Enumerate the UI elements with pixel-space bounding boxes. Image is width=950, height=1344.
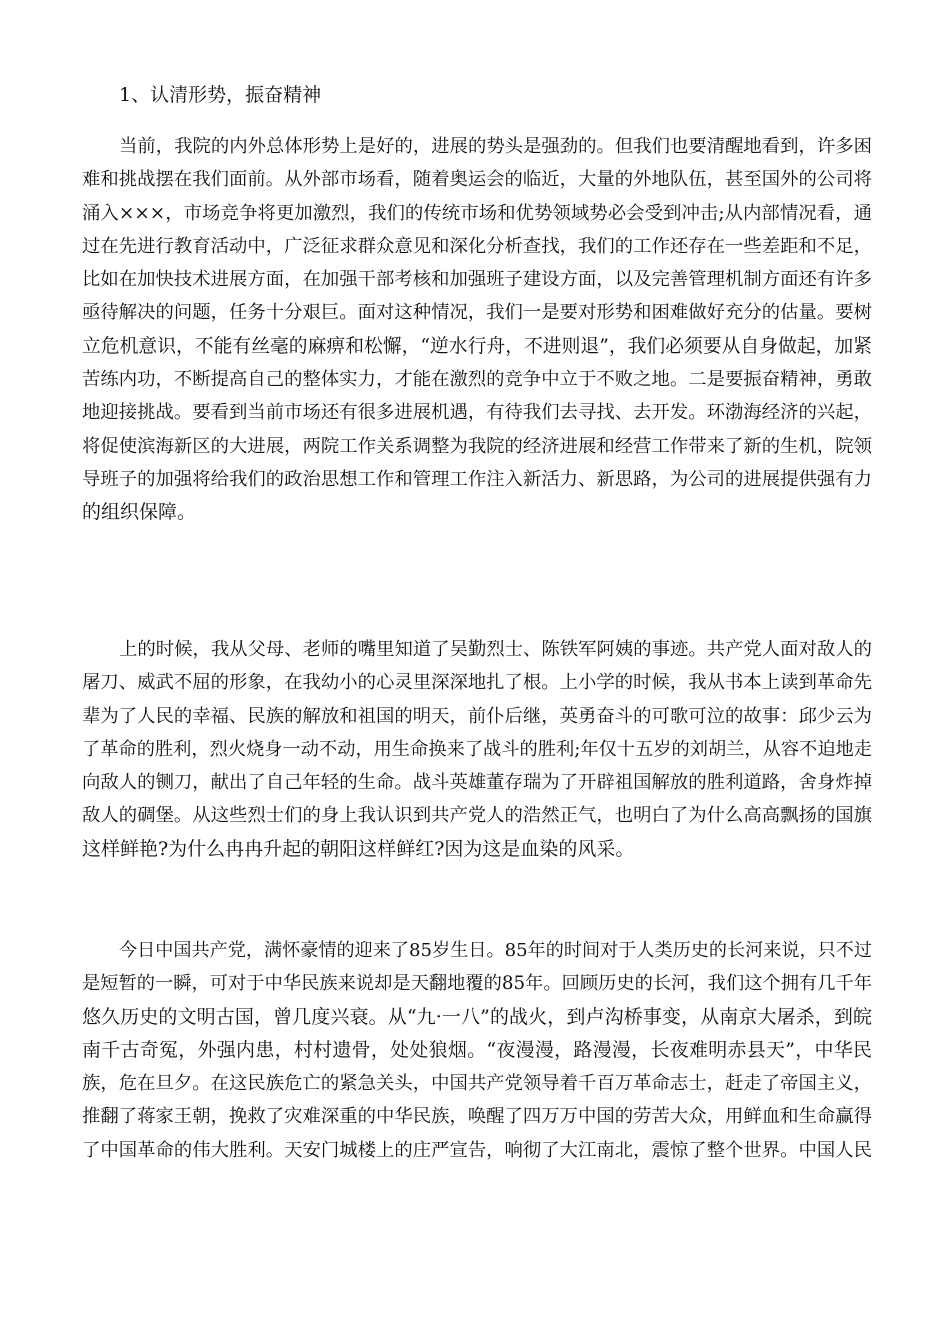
text-line: 南千古奇冤，外强内患，村村遗骨，处处狼烟。“夜漫漫，路漫漫，长夜难明赤县天”，中华民	[82, 1038, 872, 1061]
text-line: 将促使滨海新区的大进展，两院工作关系调整为我院的经济进展和经营工作带来了新的生机，院领	[82, 435, 872, 457]
text-line: 了革命的胜利，烈火烧身一动不动，用生命换来了战斗的胜利;年仅十五岁的刘胡兰，从容不迫地走	[82, 738, 872, 760]
text-line: 是短暂的一瞬，可对于中华民族来说却是天翻地覆的85年。回顾历史的长河，我们这个拥有几千年	[82, 973, 872, 995]
text-line: 辈为了人民的幸福、民族的解放和祖国的明天，前仆后继，英勇奋斗的可歌可泣的故事：邱少云为	[82, 705, 872, 727]
text-line: 推翻了蒋家王朝，挽救了灾难深重的中华民族，唤醒了四万万中国的劳苦大众，用鲜血和生命赢得	[82, 1106, 872, 1128]
text-line: 上的时候，我从父母、老师的嘴里知道了吴勤烈士、陈铁军阿姨的事迹。共产党人面对敌人的	[119, 639, 872, 660]
text-line: 苦练内功，不断提高自己的整体实力，才能在激烈的竞争中立于不败之地。二是要振奋精神，勇敢	[82, 369, 872, 391]
text-line: 屠刀、威武不屈的形象，在我幼小的心灵里深深地扎了根。上小学的时候，我从书本上读到革命先	[82, 672, 872, 694]
text-line: 地迎接挑战。要看到当前市场还有很多进展机遇，有待我们去寻找、去开发。环渤海经济的兴起，	[82, 402, 872, 424]
text-line: 涌入×××，市场竞争将更加激烈，我们的传统市场和优势领域势必会受到冲击;从内部情况看，通	[82, 202, 873, 224]
text-line: 过在先进行教育活动中，广泛征求群众意见和深化分析查找，我们的工作还存在一些差距和不足，	[82, 235, 872, 257]
text-line: 了中国革命的伟大胜利。天安门城楼上的庄严宣告，响彻了大江南北，震惊了整个世界。中国人民	[82, 1139, 872, 1161]
section-heading: 1、认清形势，振奋精神	[119, 84, 322, 106]
text-line: 导班子的加强将给我们的政治思想工作和管理工作注入新活力、新思路，为公司的进展提供强有力	[82, 468, 872, 490]
paragraph-childhood	[82, 633, 872, 866]
paragraph-situation	[82, 130, 872, 530]
text-line: 悠久历史的文明古国，曾几度兴衰。从“九·一八”的战火，到卢沟桥事变，从南京大屠杀，到皖	[82, 1005, 872, 1028]
text-line: 立危机意识，不能有丝毫的麻痹和松懈，“逆水行舟，不进则退”，我们必须要从自身做起，加紧	[82, 335, 872, 357]
text-line: 难和挑战摆在我们面前。从外部市场看，随着奥运会的临近，大量的外地队伍，甚至国外的公司将	[82, 169, 872, 191]
text-line: 当前，我院的内外总体形势上是好的，进展的势头是强劲的。但我们也要清醒地看到，许多困	[119, 136, 872, 157]
paragraph-anniversary	[82, 934, 872, 1167]
text-line: 的组织保障。	[82, 501, 197, 524]
text-line: 亟待解决的问题，任务十分艰巨。面对这种情况，我们一是要对形势和困难做好充分的估量。要树	[82, 302, 872, 324]
text-line: 向敌人的铡刀，献出了自己年轻的生命。战斗英雄董存瑞为了开辟祖国解放的胜利道路，舍身炸掉	[82, 772, 872, 794]
text-line: 族，危在旦夕。在这民族危亡的紧急关头，中国共产党领导着千百万革命志士，赶走了帝国主义，	[82, 1073, 872, 1095]
text-line: 敌人的碉堡。从这些烈士们的身上我认识到共产党人的浩然正气，也明白了为什么高高飘扬的国旗	[82, 805, 872, 827]
text-line: 这样鲜艳?为什么冉冉升起的朝阳这样鲜红?因为这是血染的风采。	[82, 837, 635, 860]
text-line: 今日中国共产党，满怀豪情的迎来了85岁生日。85年的时间对于人类历史的长河来说，只不过	[119, 940, 872, 961]
text-line: 比如在加快技术进展方面，在加强干部考核和加强班子建设方面，以及完善管理机制方面还有许多	[82, 269, 872, 291]
